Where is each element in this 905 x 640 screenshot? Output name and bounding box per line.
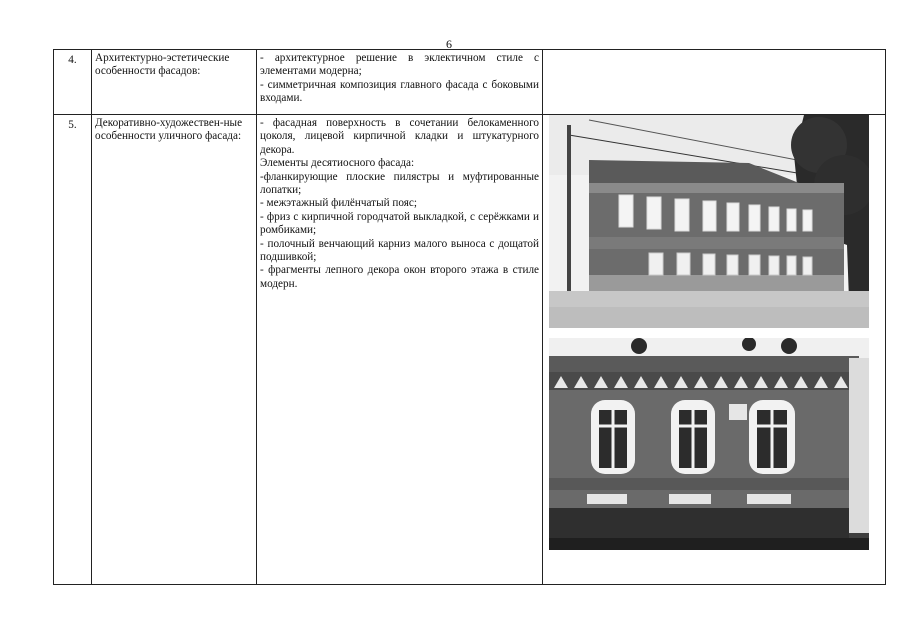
empty-cell [543,50,886,115]
row-title: Декоративно-художествен-ные особенности уличного фасада: [92,115,257,585]
row-description: - архитектурное решение в эклектичном стиле с элементами модерна; - симметричная композиция главного фасада с боковыми входами. [257,50,543,115]
description-table [53,49,886,585]
window-detail-photo [549,338,869,550]
row-title: Архитектурно-эстетические особенности фасадов: [92,50,257,115]
row-description: - фасадная поверхность в сочетании белокаменного цоколя, лицевой кирпичной кладки и штукатурного декора. Элементы десятиосного фасада: -фланкирующие плоские пилястры и муфтированные лопатки; - межэтажный филёнчатый пояс; - фриз с кирпичной городчатой выкладкой, с серёжками и ромбиками; - полочный венчающий карниз малого выноса с дощатой подшивкой; - фрагменты лепного декора окон второго этажа в стиле модерн. [257,115,543,585]
building-facade-photo [549,115,869,328]
table-row [54,115,886,585]
photo-cell [543,115,886,585]
row-number: 4. [54,50,92,115]
page-number: 6 [446,37,452,51]
table-row [54,50,886,115]
row-number: 5. [54,115,92,585]
